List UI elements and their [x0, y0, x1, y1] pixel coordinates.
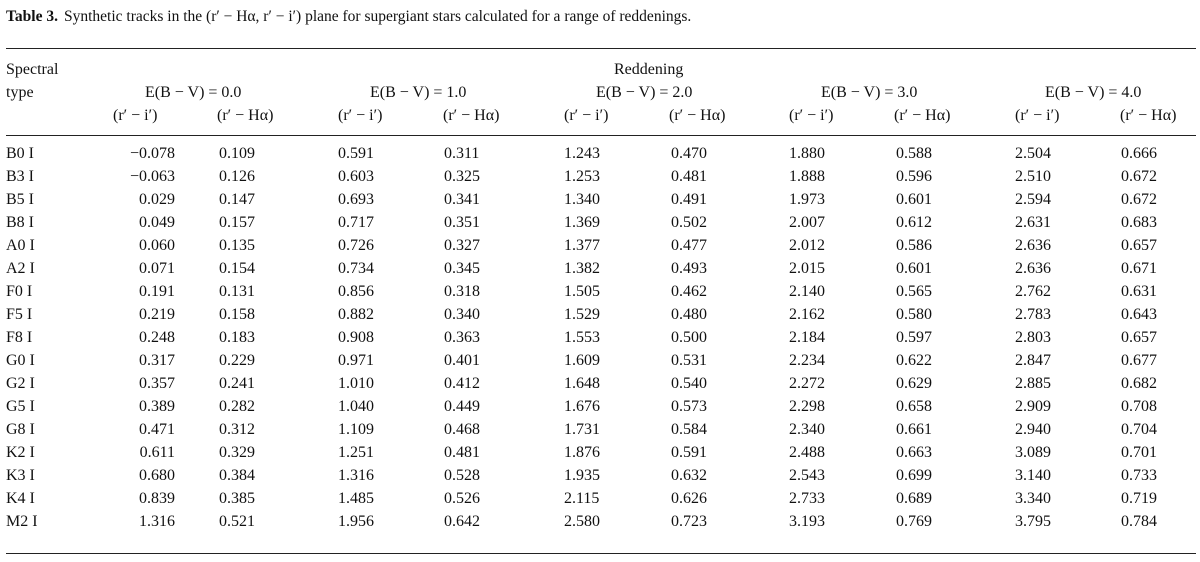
- value-cell: 2.012: [789, 237, 825, 254]
- value-cell: 3.089: [1015, 444, 1051, 461]
- value-cell: 0.311: [444, 145, 480, 162]
- value-cell: 1.253: [564, 168, 600, 185]
- value-cell: 0.622: [896, 352, 932, 369]
- value-cell: 0.282: [219, 398, 255, 415]
- value-cell: 0.317: [139, 352, 175, 369]
- value-cell: 1.935: [564, 467, 600, 484]
- value-cell: 0.733: [1121, 467, 1157, 484]
- value-cell: 0.856: [338, 283, 374, 300]
- value-cell: 0.882: [338, 306, 374, 323]
- value-cell: 0.219: [139, 306, 175, 323]
- header-reddening: Reddening: [614, 61, 684, 78]
- value-cell: 1.382: [564, 260, 600, 277]
- value-cell: 0.580: [896, 306, 932, 323]
- value-cell: 0.631: [1121, 283, 1157, 300]
- value-cell: 0.471: [139, 421, 175, 438]
- value-cell: 0.345: [444, 260, 480, 277]
- value-cell: 0.357: [139, 375, 175, 392]
- value-cell: 0.591: [338, 145, 374, 162]
- value-cell: 0.596: [896, 168, 932, 185]
- value-cell: 3.140: [1015, 467, 1051, 484]
- value-cell: 3.340: [1015, 490, 1051, 507]
- value-cell: 0.657: [1121, 237, 1157, 254]
- value-cell: 0.389: [139, 398, 175, 415]
- value-cell: 0.689: [896, 490, 932, 507]
- spectral-type-cell: F8 I: [6, 329, 33, 346]
- table-row: [0, 145, 1200, 168]
- table-row: [0, 398, 1200, 421]
- value-cell: 0.672: [1121, 168, 1157, 185]
- spectral-type-cell: A2 I: [6, 260, 35, 277]
- value-cell: 0.049: [139, 214, 175, 231]
- value-cell: −0.078: [129, 145, 175, 162]
- value-cell: 1.109: [338, 421, 374, 438]
- group-header-3: E(B − V) = 3.0: [821, 84, 918, 101]
- table-row: [0, 513, 1200, 536]
- table-row: [0, 490, 1200, 513]
- value-cell: 0.493: [671, 260, 707, 277]
- value-cell: 0.412: [444, 375, 480, 392]
- value-cell: 0.340: [444, 306, 480, 323]
- header-type: type: [6, 84, 34, 101]
- value-cell: 0.663: [896, 444, 932, 461]
- value-cell: 2.580: [564, 513, 600, 530]
- spectral-type-cell: M2 I: [6, 513, 38, 530]
- value-cell: 0.157: [219, 214, 255, 231]
- value-cell: 0.071: [139, 260, 175, 277]
- value-cell: 2.733: [789, 490, 825, 507]
- table-row: [0, 467, 1200, 490]
- value-cell: 0.229: [219, 352, 255, 369]
- value-cell: 2.015: [789, 260, 825, 277]
- value-cell: 1.609: [564, 352, 600, 369]
- value-cell: 0.704: [1121, 421, 1157, 438]
- spectral-type-cell: K4 I: [6, 490, 35, 507]
- spectral-type-cell: K2 I: [6, 444, 35, 461]
- value-cell: 1.316: [338, 467, 374, 484]
- value-cell: 0.971: [338, 352, 374, 369]
- subheader-ri: (r′ − i′): [1015, 107, 1060, 124]
- group-header-0: E(B − V) = 0.0: [145, 84, 242, 101]
- value-cell: 1.973: [789, 191, 825, 208]
- top-rule: [6, 48, 1196, 49]
- value-cell: 0.666: [1121, 145, 1157, 162]
- value-cell: 0.723: [671, 513, 707, 530]
- value-cell: 0.726: [338, 237, 374, 254]
- subheader-rha: (r′ − Hα): [1120, 107, 1177, 124]
- value-cell: 0.769: [896, 513, 932, 530]
- value-cell: 0.658: [896, 398, 932, 415]
- value-cell: 0.029: [139, 191, 175, 208]
- spectral-type-cell: G5 I: [6, 398, 35, 415]
- value-cell: 2.636: [1015, 260, 1051, 277]
- group-header-2: E(B − V) = 2.0: [596, 84, 693, 101]
- value-cell: 1.880: [789, 145, 825, 162]
- value-cell: 1.505: [564, 283, 600, 300]
- value-cell: 0.573: [671, 398, 707, 415]
- value-cell: 0.693: [338, 191, 374, 208]
- value-cell: 0.462: [671, 283, 707, 300]
- value-cell: 2.162: [789, 306, 825, 323]
- subheader-ri: (r′ − i′): [564, 107, 609, 124]
- value-cell: 3.193: [789, 513, 825, 530]
- value-cell: 0.154: [219, 260, 255, 277]
- caption-text: Synthetic tracks in the (r′ − Hα, r′ − i′) plane for supergiant stars calculated for a range of reddenings.: [63, 8, 692, 25]
- value-cell: 0.597: [896, 329, 932, 346]
- value-cell: 0.526: [444, 490, 480, 507]
- table-row: [0, 329, 1200, 352]
- value-cell: 0.719: [1121, 490, 1157, 507]
- value-cell: 0.481: [444, 444, 480, 461]
- value-cell: 0.601: [896, 260, 932, 277]
- value-cell: 0.480: [671, 306, 707, 323]
- value-cell: 0.500: [671, 329, 707, 346]
- value-cell: 0.699: [896, 467, 932, 484]
- value-cell: 2.234: [789, 352, 825, 369]
- value-cell: 2.115: [564, 490, 600, 507]
- value-cell: 0.401: [444, 352, 480, 369]
- value-cell: 2.184: [789, 329, 825, 346]
- value-cell: 0.671: [1121, 260, 1157, 277]
- table-row: [0, 260, 1200, 283]
- bottom-rule: [6, 553, 1196, 554]
- value-cell: 0.191: [139, 283, 175, 300]
- value-cell: 1.888: [789, 168, 825, 185]
- spectral-type-cell: G0 I: [6, 352, 35, 369]
- value-cell: 1.377: [564, 237, 600, 254]
- value-cell: 0.661: [896, 421, 932, 438]
- table-row: [0, 375, 1200, 398]
- value-cell: 1.485: [338, 490, 374, 507]
- value-cell: 2.272: [789, 375, 825, 392]
- value-cell: 0.109: [219, 145, 255, 162]
- value-cell: 2.636: [1015, 237, 1051, 254]
- spectral-type-cell: G2 I: [6, 375, 35, 392]
- value-cell: 0.588: [896, 145, 932, 162]
- value-cell: 0.351: [444, 214, 480, 231]
- value-cell: 0.325: [444, 168, 480, 185]
- group-header-4: E(B − V) = 4.0: [1045, 84, 1142, 101]
- value-cell: 0.183: [219, 329, 255, 346]
- value-cell: 2.543: [789, 467, 825, 484]
- value-cell: 0.528: [444, 467, 480, 484]
- value-cell: 0.682: [1121, 375, 1157, 392]
- value-cell: 0.540: [671, 375, 707, 392]
- value-cell: 1.243: [564, 145, 600, 162]
- value-cell: 0.135: [219, 237, 255, 254]
- table-row: [0, 191, 1200, 214]
- value-cell: 0.363: [444, 329, 480, 346]
- value-cell: 0.717: [338, 214, 374, 231]
- value-cell: 0.481: [671, 168, 707, 185]
- value-cell: 0.677: [1121, 352, 1157, 369]
- value-cell: 1.553: [564, 329, 600, 346]
- value-cell: 0.147: [219, 191, 255, 208]
- value-cell: 3.795: [1015, 513, 1051, 530]
- value-cell: 0.491: [671, 191, 707, 208]
- value-cell: 0.839: [139, 490, 175, 507]
- value-cell: 2.847: [1015, 352, 1051, 369]
- value-cell: 1.316: [139, 513, 175, 530]
- value-cell: 0.468: [444, 421, 480, 438]
- table-row: [0, 306, 1200, 329]
- spectral-type-cell: F0 I: [6, 283, 33, 300]
- subheader-rha: (r′ − Hα): [669, 107, 726, 124]
- value-cell: 1.040: [338, 398, 374, 415]
- table-row: [0, 237, 1200, 260]
- value-cell: 0.565: [896, 283, 932, 300]
- spectral-type-cell: G8 I: [6, 421, 35, 438]
- value-cell: 2.940: [1015, 421, 1051, 438]
- value-cell: 0.341: [444, 191, 480, 208]
- table-body: [0, 145, 1200, 536]
- spectral-type-cell: F5 I: [6, 306, 33, 323]
- value-cell: 0.158: [219, 306, 255, 323]
- subheader-rha: (r′ − Hα): [894, 107, 951, 124]
- value-cell: 0.701: [1121, 444, 1157, 461]
- value-cell: 2.340: [789, 421, 825, 438]
- value-cell: 0.241: [219, 375, 255, 392]
- value-cell: 0.384: [219, 467, 255, 484]
- value-cell: 0.626: [671, 490, 707, 507]
- spectral-type-cell: B0 I: [6, 145, 34, 162]
- subheader-ri: (r′ − i′): [113, 107, 158, 124]
- value-cell: −0.063: [129, 168, 175, 185]
- value-cell: 1.529: [564, 306, 600, 323]
- value-cell: 0.586: [896, 237, 932, 254]
- value-cell: 1.340: [564, 191, 600, 208]
- value-cell: 0.601: [896, 191, 932, 208]
- value-cell: 1.731: [564, 421, 600, 438]
- table-row: [0, 283, 1200, 306]
- value-cell: 0.449: [444, 398, 480, 415]
- table-row: [0, 214, 1200, 237]
- value-cell: 1.876: [564, 444, 600, 461]
- spectral-type-cell: B8 I: [6, 214, 34, 231]
- value-cell: 0.531: [671, 352, 707, 369]
- value-cell: 2.488: [789, 444, 825, 461]
- header-spectral: Spectral: [6, 61, 59, 78]
- table-row: [0, 352, 1200, 375]
- value-cell: 1.251: [338, 444, 374, 461]
- header-rule: [6, 135, 1196, 136]
- value-cell: 0.683: [1121, 214, 1157, 231]
- subheader-rha: (r′ − Hα): [443, 107, 500, 124]
- table-row: [0, 168, 1200, 191]
- value-cell: 0.312: [219, 421, 255, 438]
- value-cell: 0.126: [219, 168, 255, 185]
- value-cell: 2.631: [1015, 214, 1051, 231]
- subheader-rha: (r′ − Hα): [217, 107, 274, 124]
- value-cell: 2.007: [789, 214, 825, 231]
- value-cell: 0.502: [671, 214, 707, 231]
- value-cell: 0.643: [1121, 306, 1157, 323]
- value-cell: 0.708: [1121, 398, 1157, 415]
- value-cell: 2.909: [1015, 398, 1051, 415]
- value-cell: 2.594: [1015, 191, 1051, 208]
- value-cell: 1.648: [564, 375, 600, 392]
- value-cell: 0.612: [896, 214, 932, 231]
- value-cell: 0.680: [139, 467, 175, 484]
- value-cell: 0.329: [219, 444, 255, 461]
- caption-label: Table 3.: [6, 8, 58, 25]
- value-cell: 0.603: [338, 168, 374, 185]
- value-cell: 0.318: [444, 283, 480, 300]
- value-cell: 2.783: [1015, 306, 1051, 323]
- table-row: [0, 444, 1200, 467]
- value-cell: 0.784: [1121, 513, 1157, 530]
- value-cell: 0.591: [671, 444, 707, 461]
- subheader-ri: (r′ − i′): [338, 107, 383, 124]
- spectral-type-cell: B5 I: [6, 191, 34, 208]
- value-cell: 0.060: [139, 237, 175, 254]
- value-cell: 0.327: [444, 237, 480, 254]
- value-cell: 2.762: [1015, 283, 1051, 300]
- value-cell: 0.131: [219, 283, 255, 300]
- value-cell: 1.010: [338, 375, 374, 392]
- value-cell: 0.477: [671, 237, 707, 254]
- value-cell: 0.908: [338, 329, 374, 346]
- table-row: [0, 421, 1200, 444]
- value-cell: 0.521: [219, 513, 255, 530]
- value-cell: 1.369: [564, 214, 600, 231]
- value-cell: 0.642: [444, 513, 480, 530]
- value-cell: 0.584: [671, 421, 707, 438]
- spectral-type-cell: K3 I: [6, 467, 35, 484]
- value-cell: 2.885: [1015, 375, 1051, 392]
- value-cell: 2.504: [1015, 145, 1051, 162]
- value-cell: 0.470: [671, 145, 707, 162]
- value-cell: 2.510: [1015, 168, 1051, 185]
- spectral-type-cell: A0 I: [6, 237, 35, 254]
- value-cell: 0.734: [338, 260, 374, 277]
- value-cell: 0.657: [1121, 329, 1157, 346]
- value-cell: 2.298: [789, 398, 825, 415]
- value-cell: 1.676: [564, 398, 600, 415]
- group-header-1: E(B − V) = 1.0: [370, 84, 467, 101]
- value-cell: 0.248: [139, 329, 175, 346]
- table-caption: [6, 8, 691, 26]
- subheader-ri: (r′ − i′): [789, 107, 834, 124]
- value-cell: 0.672: [1121, 191, 1157, 208]
- value-cell: 2.803: [1015, 329, 1051, 346]
- value-cell: 2.140: [789, 283, 825, 300]
- value-cell: 0.629: [896, 375, 932, 392]
- value-cell: 0.385: [219, 490, 255, 507]
- value-cell: 0.632: [671, 467, 707, 484]
- value-cell: 0.611: [139, 444, 175, 461]
- spectral-type-cell: B3 I: [6, 168, 34, 185]
- value-cell: 1.956: [338, 513, 374, 530]
